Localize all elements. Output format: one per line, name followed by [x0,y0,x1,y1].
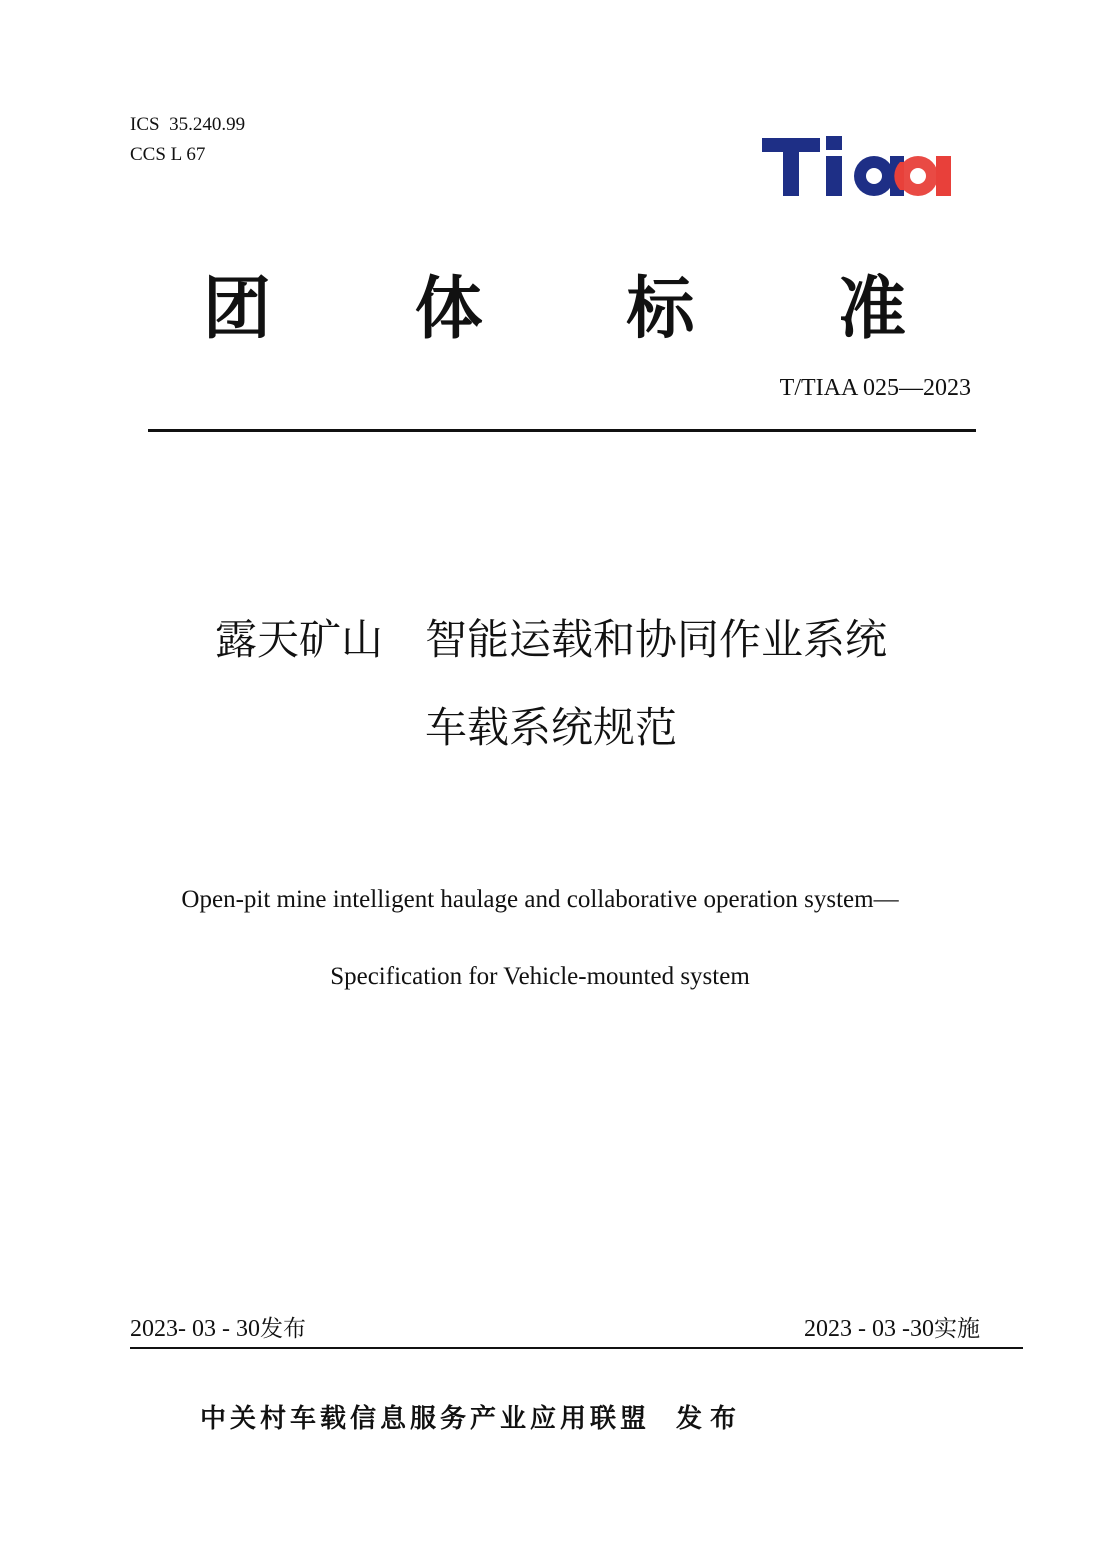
ccs-code: CCS L 67 [130,144,206,165]
category-char: 标 [626,270,695,349]
title-cn-line1: 露天矿山 智能运载和协同作业系统 [214,615,887,664]
title-english [120,861,960,1015]
tiaa-logo [760,132,955,200]
implement-date-block [804,1313,980,1345]
publish-date-block [130,1313,306,1345]
title-chinese [148,596,954,772]
implement-label: 实施 [934,1316,980,1342]
classification-codes [130,110,245,170]
category-char: 准 [837,270,906,349]
standard-category [148,268,976,352]
publisher-name: 中关村车载信息服务产业应用联盟 [200,1404,651,1434]
title-en-line2: Specification for Vehicle-mounted system [330,963,750,990]
title-en-line1: Open-pit mine intelligent haulage and collaborative operation system— [181,886,899,913]
footer-divider [130,1347,1023,1349]
ics-code: ICS 35.240.99 [130,114,246,135]
tiaa-logo-mark [760,132,955,200]
publisher-action: 发布 [676,1404,745,1434]
header-divider [148,429,976,432]
publisher [200,1400,744,1438]
publish-label: 发布 [259,1316,306,1342]
publish-date: 2023- 03 - 30 [130,1316,260,1342]
category-char: 团 [203,270,272,349]
date-row [130,1313,980,1345]
implement-date: 2023 - 03 -30 [804,1316,934,1342]
category-char: 体 [414,270,483,349]
title-cn-line2: 车载系统规范 [424,703,677,752]
standard-number: T/TIAA 025—2023 [779,375,971,401]
